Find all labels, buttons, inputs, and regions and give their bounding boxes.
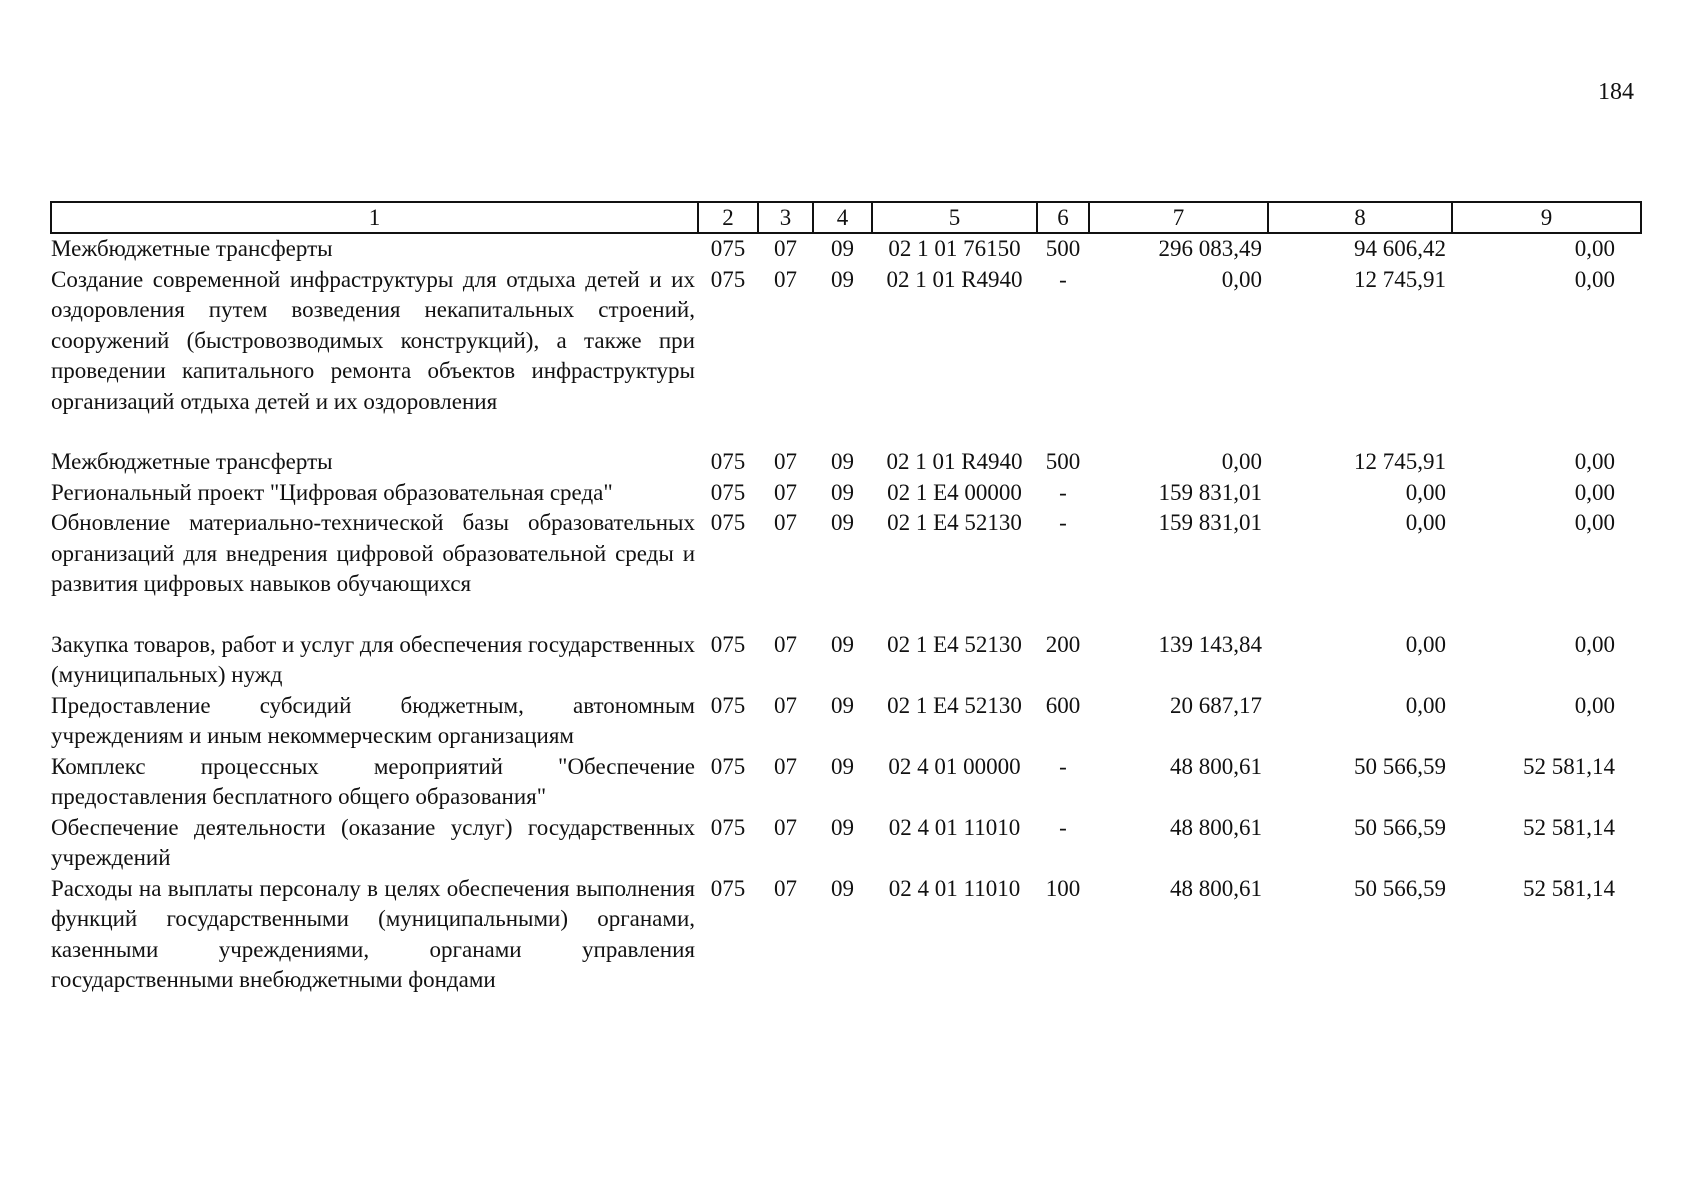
- row-amount-9: 52 581,14: [1523, 814, 1615, 840]
- row-amount-9: 0,00: [1574, 510, 1615, 535]
- header-col-6: 6: [1037, 202, 1089, 233]
- row-name: Межбюджетные трансферты: [51, 449, 333, 474]
- row-amount-7: 159 831,01: [1158, 510, 1262, 535]
- row-amount-7: 296 083,49: [1158, 236, 1262, 261]
- row-amount-8: 12 745,91: [1354, 266, 1446, 292]
- header-col-5: 5: [872, 202, 1037, 233]
- row-code-3: 07: [774, 631, 797, 657]
- row-code-3: 07: [774, 753, 797, 779]
- row-amount-7: 48 800,61: [1170, 814, 1262, 840]
- row-amount-7: 48 800,61: [1170, 875, 1262, 901]
- row-code-4: 09: [831, 814, 854, 840]
- row-code-4: 09: [831, 236, 854, 261]
- row-amount-7: 139 143,84: [1158, 631, 1262, 657]
- row-code-3: 07: [774, 236, 797, 261]
- row-code-6: -: [1059, 266, 1067, 292]
- row-code-3: 07: [774, 814, 797, 840]
- row-code-2: 075: [710, 814, 746, 840]
- table-row: [51, 508, 1641, 630]
- row-code-3: 07: [774, 692, 797, 718]
- row-name: Расходы на выплаты персоналу в целях обеспечения выполнения функций государственными (муниципальными) органами, казенными учреждениями, органами управления государственными внебюджетными фондами: [51, 875, 695, 992]
- row-amount-9: 0,00: [1574, 692, 1615, 718]
- row-code-5: 02 1 01 R4940: [886, 449, 1023, 474]
- row-code-2: 075: [710, 266, 746, 292]
- row-code-2: 075: [710, 692, 746, 718]
- row-code-5: 02 1 01 76150: [888, 236, 1021, 261]
- header-row: [51, 202, 1641, 233]
- row-code-6: -: [1059, 814, 1067, 840]
- row-name: Закупка товаров, работ и услуг для обеспечения государственных (муниципальных) нужд: [51, 631, 696, 687]
- row-code-6: -: [1059, 479, 1067, 505]
- row-code-4: 09: [831, 631, 854, 657]
- row-code-5: 02 1 01 R4940: [886, 266, 1023, 292]
- row-amount-8: 50 566,59: [1354, 875, 1446, 901]
- row-amount-9: 0,00: [1574, 479, 1615, 505]
- row-code-3: 07: [774, 449, 797, 474]
- row-code-2: 075: [710, 753, 746, 779]
- row-code-3: 07: [774, 266, 797, 292]
- row-code-5: 02 1 E4 52130: [887, 510, 1022, 535]
- row-code-6: 500: [1045, 236, 1081, 261]
- row-code-5: 02 1 E4 52130: [887, 631, 1022, 657]
- row-name: Межбюджетные трансферты: [51, 236, 333, 261]
- row-amount-8: 0,00: [1405, 479, 1446, 505]
- table-row: [51, 752, 1641, 813]
- row-code-6: -: [1059, 753, 1067, 779]
- row-code-2: 075: [710, 449, 746, 474]
- row-code-2: 075: [710, 510, 746, 535]
- row-amount-9: 0,00: [1574, 449, 1615, 474]
- row-code-6: 200: [1045, 631, 1081, 657]
- row-amount-7: 0,00: [1221, 449, 1262, 474]
- row-name: Предоставление субсидий бюджетным, автономным учреждениям и иным некоммерческим организациям: [51, 692, 695, 748]
- row-amount-8: 0,00: [1405, 631, 1446, 657]
- row-code-4: 09: [831, 753, 854, 779]
- row-code-5: 02 1 E4 52130: [887, 692, 1022, 718]
- row-code-5: 02 4 01 11010: [888, 875, 1021, 901]
- row-code-6: 500: [1045, 449, 1081, 474]
- row-name: Обеспечение деятельности (оказание услуг) государственных учреждений: [51, 814, 695, 870]
- row-amount-9: 0,00: [1574, 631, 1615, 657]
- row-amount-9: 52 581,14: [1523, 753, 1615, 779]
- budget-table: [50, 201, 1642, 996]
- row-code-2: 075: [710, 875, 746, 901]
- table-row: [51, 447, 1641, 478]
- row-name: Создание современной инфраструктуры для отдыха детей и их оздоровления путем возведения некапитальных строений, сооружений (быстровозводимых конструкций), а также при проведении капитального ремонта объектов инфраструктуры организаций отдыха детей и их оздоровления: [51, 266, 695, 414]
- row-amount-7: 20 687,17: [1170, 692, 1262, 718]
- row-name: Региональный проект "Цифровая образовательная среда": [51, 479, 613, 505]
- row-code-6: 100: [1045, 875, 1081, 901]
- row-code-2: 075: [710, 631, 746, 657]
- row-code-4: 09: [831, 692, 854, 718]
- row-amount-8: 50 566,59: [1354, 753, 1446, 779]
- row-code-4: 09: [831, 449, 854, 474]
- row-amount-8: 50 566,59: [1354, 814, 1446, 840]
- header-col-2: 2: [698, 202, 758, 233]
- row-code-4: 09: [831, 875, 854, 901]
- row-code-6: 600: [1045, 692, 1081, 718]
- table-row: [51, 478, 1641, 509]
- table-row: [51, 265, 1641, 448]
- header-col-3: 3: [758, 202, 813, 233]
- row-code-4: 09: [831, 266, 854, 292]
- table-header: [51, 202, 1641, 233]
- row-code-5: 02 4 01 11010: [888, 814, 1021, 840]
- header-col-8: 8: [1268, 202, 1452, 233]
- row-amount-9: 0,00: [1574, 266, 1615, 292]
- table-row: [51, 630, 1641, 691]
- table-row: [51, 233, 1641, 265]
- row-amount-7: 0,00: [1221, 266, 1262, 292]
- row-code-3: 07: [774, 510, 797, 535]
- row-code-4: 09: [831, 510, 854, 535]
- row-code-5: 02 4 01 00000: [888, 753, 1021, 779]
- row-amount-7: 48 800,61: [1170, 753, 1262, 779]
- row-code-2: 075: [710, 479, 746, 505]
- table-row: [51, 813, 1641, 874]
- row-code-3: 07: [774, 875, 797, 901]
- row-code-6: -: [1059, 510, 1067, 535]
- row-code-4: 09: [831, 479, 854, 505]
- row-amount-9: 52 581,14: [1523, 875, 1615, 901]
- row-name: Комплекс процессных мероприятий "Обеспечение предоставления бесплатного общего образования": [51, 753, 695, 809]
- row-code-5: 02 1 E4 00000: [887, 479, 1022, 505]
- table-body: [51, 233, 1641, 996]
- table-row: [51, 691, 1641, 752]
- page-number: 184: [1598, 79, 1634, 105]
- row-amount-9: 0,00: [1574, 236, 1615, 261]
- header-col-7: 7: [1089, 202, 1268, 233]
- row-amount-8: 12 745,91: [1354, 449, 1446, 474]
- row-amount-8: 0,00: [1405, 692, 1446, 718]
- row-amount-8: 0,00: [1405, 510, 1446, 535]
- table-row: [51, 874, 1641, 996]
- header-col-4: 4: [813, 202, 872, 233]
- row-amount-7: 159 831,01: [1158, 479, 1262, 505]
- row-amount-8: 94 606,42: [1354, 236, 1446, 261]
- header-col-9: 9: [1452, 202, 1641, 233]
- row-name: Обновление материально-технической базы образовательных организаций для внедрения цифровой образовательной среды и развития цифровых навыков обучающихся: [51, 510, 695, 596]
- header-col-1: 1: [51, 202, 698, 233]
- row-code-2: 075: [710, 236, 746, 261]
- row-code-3: 07: [774, 479, 797, 505]
